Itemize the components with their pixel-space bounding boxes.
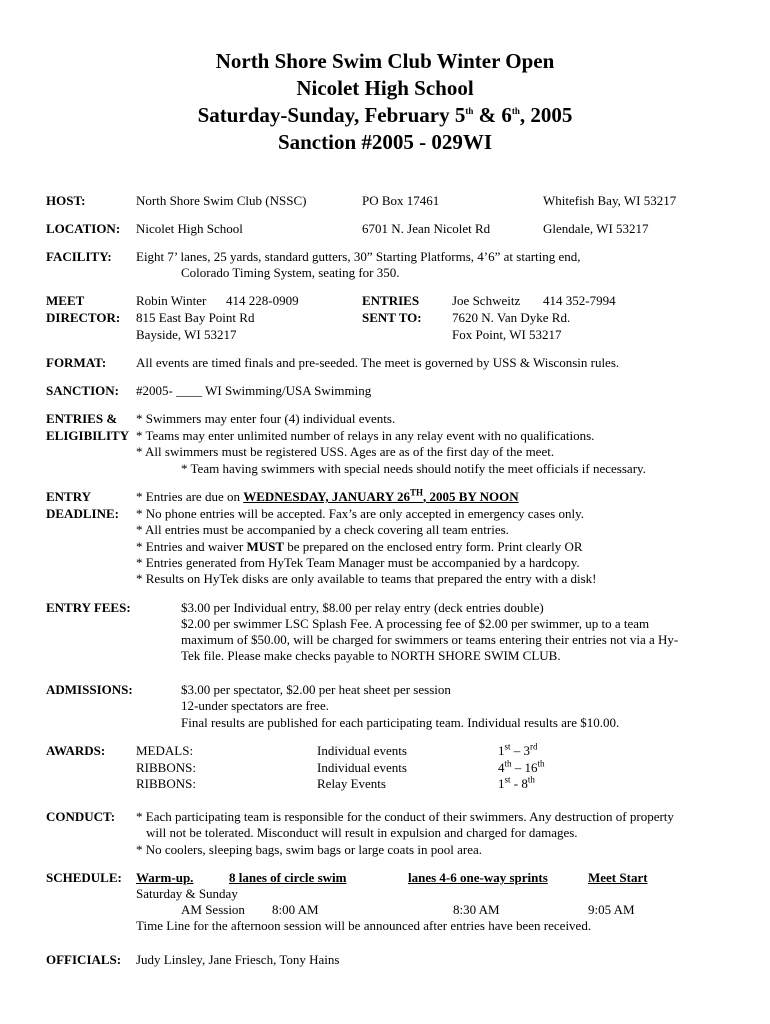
entries-phone: 414 352-7994 xyxy=(543,293,616,308)
director-phone: 414 228-0909 xyxy=(226,293,299,308)
admissions-line: Final results are published for each participating team. Individual results are $10.00. xyxy=(181,715,620,730)
deadline-line6: * Results on HyTek disks are only available to teams that prepared the entry with a disk! xyxy=(136,571,597,586)
title-line3: Saturday-Sunday, February 5th & 6th, 2005 xyxy=(197,103,573,127)
award-event: Relay Events xyxy=(317,776,386,791)
award-type: RIBBONS: xyxy=(136,776,196,791)
eligibility-label-1: ENTRIES & xyxy=(46,411,118,426)
director-addr1: 815 East Bay Point Rd xyxy=(136,310,255,325)
eligibility-line: * Swimmers may enter four (4) individual events. xyxy=(136,411,396,426)
format-label: FORMAT: xyxy=(46,355,107,370)
conduct-line2: will not be tolerated. Misconduct will result in expulsion and charged for damages. xyxy=(146,825,578,840)
entries-addr2: Fox Point, WI 53217 xyxy=(452,327,562,342)
entries-name: Joe Schweitz xyxy=(452,293,521,308)
award-places: 4th – 16th xyxy=(498,758,545,775)
format-text: All events are timed finals and pre-seeded. The meet is governed by USS & Wisconsin rules. xyxy=(136,355,620,370)
location-label: LOCATION: xyxy=(46,221,121,236)
admissions-line: $3.00 per spectator, $2.00 per heat sheet per session xyxy=(181,682,451,697)
award-event: Individual events xyxy=(317,760,407,775)
schedule-header-start: Meet Start xyxy=(588,870,648,885)
conduct-line1: * Each participating team is responsible for the conduct of their swimmers. Any destruction of property xyxy=(136,809,674,824)
title-line2: Nicolet High School xyxy=(296,76,474,100)
admissions-label: ADMISSIONS: xyxy=(46,682,133,697)
entries-label-2: SENT TO: xyxy=(362,310,422,325)
officials-label: OFFICIALS: xyxy=(46,952,122,967)
title-line4: Sanction #2005 - 029WI xyxy=(277,130,493,154)
deadline-line2: * No phone entries will be accepted. Fax’s are only accepted in emergency cases only. xyxy=(136,506,584,521)
schedule-note: Time Line for the afternoon session will be announced after entries have been received. xyxy=(136,918,592,933)
schedule-header-circle: 8 lanes of circle swim xyxy=(229,870,347,885)
schedule-header-sprints: lanes 4-6 one-way sprints xyxy=(408,870,548,885)
conduct-label: CONDUCT: xyxy=(46,809,116,824)
meet-label-1: MEET xyxy=(46,293,85,308)
deadline-label-2: DEADLINE: xyxy=(46,506,119,521)
schedule-time-start: 9:05 AM xyxy=(588,902,635,917)
officials-text: Judy Linsley, Jane Friesch, Tony Hains xyxy=(136,952,340,967)
deadline-line1: * Entries are due on WEDNESDAY, JANUARY 26TH, 2005 BY NOON xyxy=(136,487,519,504)
eligibility-line: * Teams may enter unlimited number of relays in any relay event with no qualifications. xyxy=(136,428,595,443)
director-name: Robin Winter xyxy=(136,293,207,308)
award-type: MEDALS: xyxy=(136,743,194,758)
fees-line: $3.00 per Individual entry, $8.00 per relay entry (deck entries double) xyxy=(181,600,544,615)
schedule-session: AM Session xyxy=(181,902,245,917)
fees-line: $2.00 per swimmer LSC Splash Fee. A processing fee of $2.00 per swimmer, up to a team xyxy=(181,616,650,631)
location-address: 6701 N. Jean Nicolet Rd xyxy=(362,221,491,236)
admissions-line: 12-under spectators are free. xyxy=(181,698,329,713)
director-addr2: Bayside, WI 53217 xyxy=(136,327,237,342)
eligibility-label-2: ELIGIBILITY xyxy=(46,428,130,443)
deadline-line4: * Entries and waiver MUST be prepared on the enclosed entry form. Print clearly OR xyxy=(136,539,583,554)
sanction-label: SANCTION: xyxy=(46,383,119,398)
fees-label: ENTRY FEES: xyxy=(46,600,131,615)
host-box: PO Box 17461 xyxy=(362,193,440,208)
deadline-line5: * Entries generated from HyTek Team Manager must be accompanied by a hardcopy. xyxy=(136,555,580,570)
sanction-text: #2005- ____ WI Swimming/USA Swimming xyxy=(136,383,372,398)
eligibility-line: * Team having swimmers with special needs should notify the meet officials if necessary. xyxy=(181,461,646,476)
award-event: Individual events xyxy=(317,743,407,758)
award-places: 1st – 3rd xyxy=(498,741,538,758)
host-name: North Shore Swim Club (NSSC) xyxy=(136,193,307,208)
fees-line: Tek file. Please make checks payable to NORTH SHORE SWIM CLUB. xyxy=(181,648,561,663)
location-name: Nicolet High School xyxy=(136,221,243,236)
location-city: Glendale, WI 53217 xyxy=(543,221,649,236)
schedule-time-warmup: 8:00 AM xyxy=(272,902,319,917)
title-line1: North Shore Swim Club Winter Open xyxy=(215,49,555,73)
award-type: RIBBONS: xyxy=(136,760,196,775)
facility-label: FACILITY: xyxy=(46,249,112,264)
schedule-header-warmup: Warm-up. xyxy=(136,870,194,885)
awards-label: AWARDS: xyxy=(46,743,106,758)
fees-line: maximum of $50.00, will be charged for swimmers or teams entering their entries not via a Hy- xyxy=(181,632,679,647)
schedule-label: SCHEDULE: xyxy=(46,870,122,885)
entries-addr1: 7620 N. Van Dyke Rd. xyxy=(452,310,571,325)
deadline-label-1: ENTRY xyxy=(46,489,92,504)
host-label: HOST: xyxy=(46,193,86,208)
conduct-line3: * No coolers, sleeping bags, swim bags or large coats in pool area. xyxy=(136,842,482,857)
eligibility-line: * All swimmers must be registered USS. Ages are as of the first day of the meet. xyxy=(136,444,555,459)
award-places: 1st - 8th xyxy=(498,774,535,791)
facility-line1: Eight 7’ lanes, 25 yards, standard gutters, 30” Starting Platforms, 4’6” at starting end, xyxy=(136,249,581,264)
meet-label-2: DIRECTOR: xyxy=(46,310,121,325)
schedule-days: Saturday & Sunday xyxy=(136,886,238,901)
facility-line2: Colorado Timing System, seating for 350. xyxy=(181,265,400,280)
schedule-time-sprints: 8:30 AM xyxy=(453,902,500,917)
host-city: Whitefish Bay, WI 53217 xyxy=(543,193,677,208)
deadline-line3: * All entries must be accompanied by a check covering all team entries. xyxy=(136,522,509,537)
entries-label-1: ENTRIES xyxy=(362,293,420,308)
